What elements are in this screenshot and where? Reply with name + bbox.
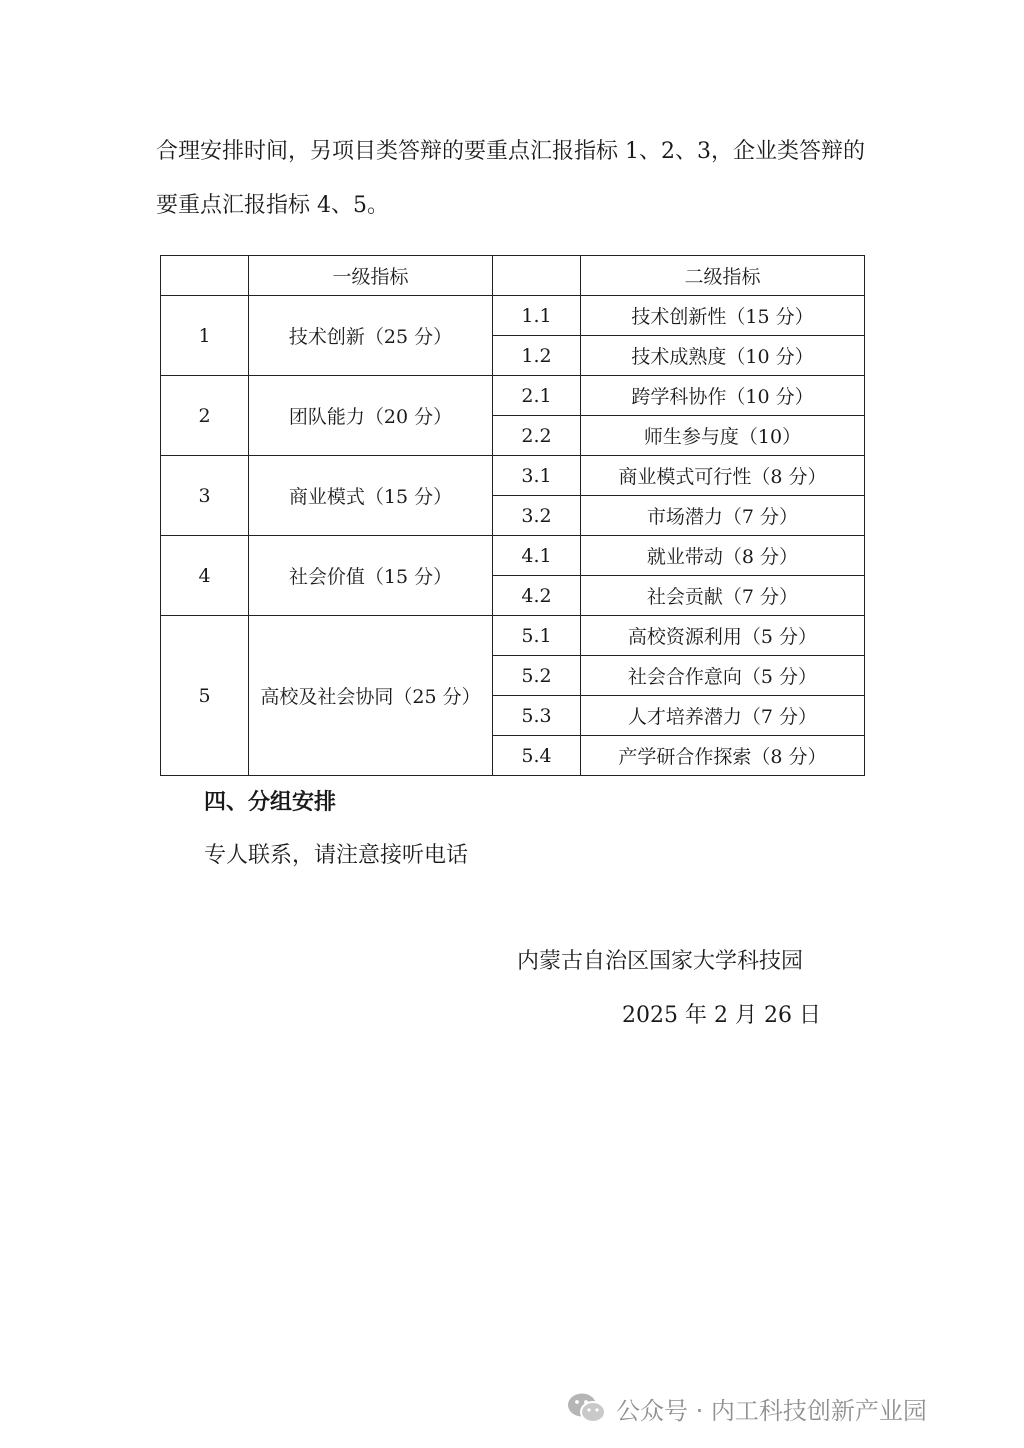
cell-level2-code: 5.1 xyxy=(493,616,581,656)
watermark-text: 公众号 · 内工科技创新产业园 xyxy=(616,1396,927,1425)
cell-level2-name: 就业带动（8 分） xyxy=(581,536,865,576)
cell-level2-code: 5.2 xyxy=(493,656,581,696)
cell-level1-name: 社会价值（15 分） xyxy=(249,536,493,616)
cell-group-no: 4 xyxy=(161,536,249,616)
cell-level2-name: 市场潜力（7 分） xyxy=(581,496,865,536)
cell-level2-code: 1.1 xyxy=(493,296,581,336)
cell-level2-name: 社会合作意向（5 分） xyxy=(581,656,865,696)
cell-level2-code: 3.1 xyxy=(493,456,581,496)
cell-level2-name: 师生参与度（10） xyxy=(581,416,865,456)
cell-level1-name: 技术创新（25 分） xyxy=(249,296,493,376)
wechat-icon xyxy=(566,1391,608,1425)
cell-level2-code: 2.1 xyxy=(493,376,581,416)
cell-level1-name: 团队能力（20 分） xyxy=(249,376,493,456)
cell-group-no: 2 xyxy=(161,376,249,456)
cell-level2-code: 1.2 xyxy=(493,336,581,376)
cell-group-no: 1 xyxy=(161,296,249,376)
cell-level2-name: 产学研合作探索（8 分） xyxy=(581,736,865,776)
section-body: 专人联系，请注意接听电话 xyxy=(204,843,469,868)
cell-level2-code: 4.1 xyxy=(493,536,581,576)
cell-level2-name: 跨学科协作（10 分） xyxy=(581,376,865,416)
cell-level2-code: 3.2 xyxy=(493,496,581,536)
cell-level2-code: 4.2 xyxy=(493,576,581,616)
intro-paragraph: 合理安排时间，另项目类答辩的要重点汇报指标 1、2、3，企业类答辩的要重点汇报指标 4、5。 xyxy=(156,139,865,218)
cell-level2-name: 商业模式可行性（8 分） xyxy=(581,456,865,496)
signature-date: 2025 年 2 月 26 日 xyxy=(622,1003,821,1028)
cell-level1-name: 商业模式（15 分） xyxy=(249,456,493,536)
header-cell-level1: 一级指标 xyxy=(249,256,493,296)
cell-group-no: 5 xyxy=(161,616,249,776)
section-heading: 四、分组安排 xyxy=(204,789,337,815)
signature-org: 内蒙古自治区国家大学科技园 xyxy=(517,949,804,974)
table-header-row xyxy=(161,256,865,296)
table-row xyxy=(161,296,865,336)
cell-level2-name: 人才培养潜力（7 分） xyxy=(581,696,865,736)
cell-level2-code: 5.4 xyxy=(493,736,581,776)
header-cell-level2: 二级指标 xyxy=(581,256,865,296)
header-cell-code xyxy=(493,256,581,296)
cell-level1-name: 高校及社会协同（25 分） xyxy=(249,616,493,776)
watermark xyxy=(566,1388,927,1428)
cell-level2-name: 技术创新性（15 分） xyxy=(581,296,865,336)
scoring-table xyxy=(160,255,865,776)
table-row xyxy=(161,536,865,576)
cell-level2-code: 2.2 xyxy=(493,416,581,456)
table-row xyxy=(161,616,865,656)
cell-level2-name: 技术成熟度（10 分） xyxy=(581,336,865,376)
table-row xyxy=(161,376,865,416)
header-cell-no xyxy=(161,256,249,296)
cell-level2-code: 5.3 xyxy=(493,696,581,736)
table-row xyxy=(161,456,865,496)
cell-level2-name: 高校资源利用（5 分） xyxy=(581,616,865,656)
cell-group-no: 3 xyxy=(161,456,249,536)
cell-level2-name: 社会贡献（7 分） xyxy=(581,576,865,616)
